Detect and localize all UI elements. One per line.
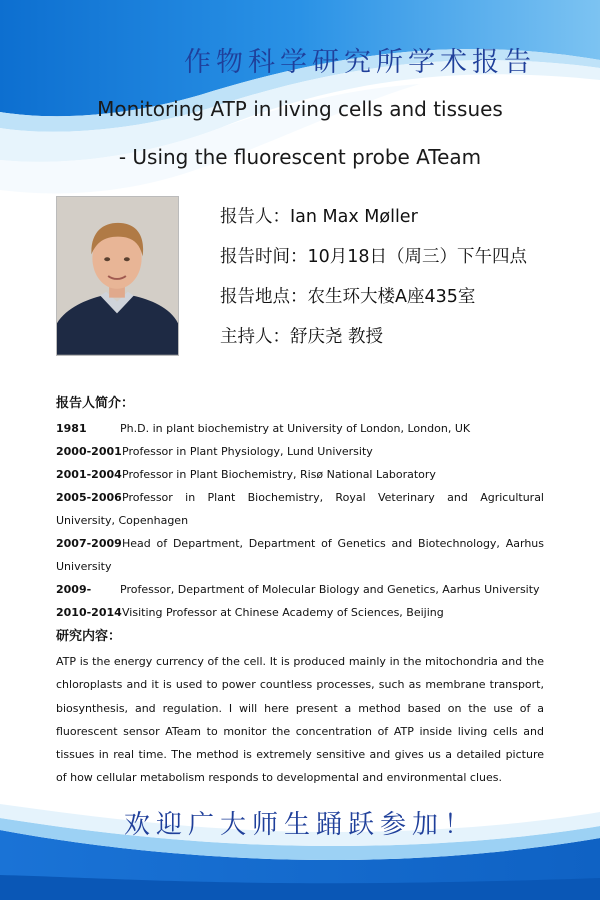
bio-heading: 报告人简介： [56, 396, 135, 411]
cv-entry [56, 417, 544, 440]
cv-entry [56, 463, 544, 486]
detail-host: 主持人：舒庆尧 教授 [220, 327, 384, 347]
institute-title: 作物科学研究所学术报告 [184, 47, 536, 78]
cv-years: 2009- [56, 583, 92, 596]
cv-years: 2005-2006 [56, 491, 122, 504]
cv-entry [56, 440, 544, 463]
speaker-photo [56, 196, 179, 356]
cv-years: 2007-2009 [56, 537, 122, 550]
cv-text: Visiting Professor at Chinese Academy of Sciences, Beijing [122, 606, 444, 619]
research-heading: 研究内容： [56, 629, 122, 644]
cv-list [56, 417, 544, 624]
detail-time: 报告时间：10月18日（周三）下午四点 [220, 247, 528, 267]
cv-text: Professor, Department of Molecular Biology and Genetics, Aarhus University [120, 583, 540, 596]
detail-speaker: 报告人：Ian Max Møller [220, 207, 418, 227]
cv-entry [56, 532, 544, 578]
welcome-banner: 欢迎广大师生踊跃参加！ [123, 810, 476, 840]
cv-entry [56, 578, 544, 601]
talk-details [220, 205, 590, 365]
talk-title-line-2: - Using the fluorescent probe ATeam [118, 145, 482, 169]
cv-entry [56, 601, 544, 624]
cv-entry [56, 486, 544, 532]
cv-years: 2001-2004 [56, 468, 122, 481]
cv-text: Professor in Plant Biochemistry, Royal Veterinary and Agricultural University, Copenhagen [56, 491, 544, 527]
research-summary: ATP is the energy currency of the cell. It is produced mainly in the mitochondria and the chloroplasts and it is used to power countless processes, such as membrane transport, biosynthesis, and regulation. I will here present a method based on the use of a fluorescent sensor ATeam to monitor the concentration of ATP inside living cells and tissues in real time. The method is extremely sensitive and gives us a detailed picture of how cellular metabolism responds to developmental and environmental clues. [56, 655, 544, 785]
cv-years: 1981 [56, 422, 87, 435]
cv-years: 2000-2001 [56, 445, 122, 458]
cv-text: Head of Department, Department of Genetics and Biotechnology, Aarhus University [56, 537, 544, 573]
detail-venue: 报告地点：农生环大楼A座435室 [220, 287, 476, 307]
main-content [56, 393, 544, 790]
talk-title-line-1: Monitoring ATP in living cells and tissues [97, 97, 503, 121]
cv-text: Professor in Plant Physiology, Lund University [122, 445, 373, 458]
cv-text: Ph.D. in plant biochemistry at University of London, London, UK [120, 422, 471, 435]
cv-years: 2010-2014 [56, 606, 122, 619]
cv-text: Professor in Plant Biochemistry, Risø National Laboratory [122, 468, 436, 481]
